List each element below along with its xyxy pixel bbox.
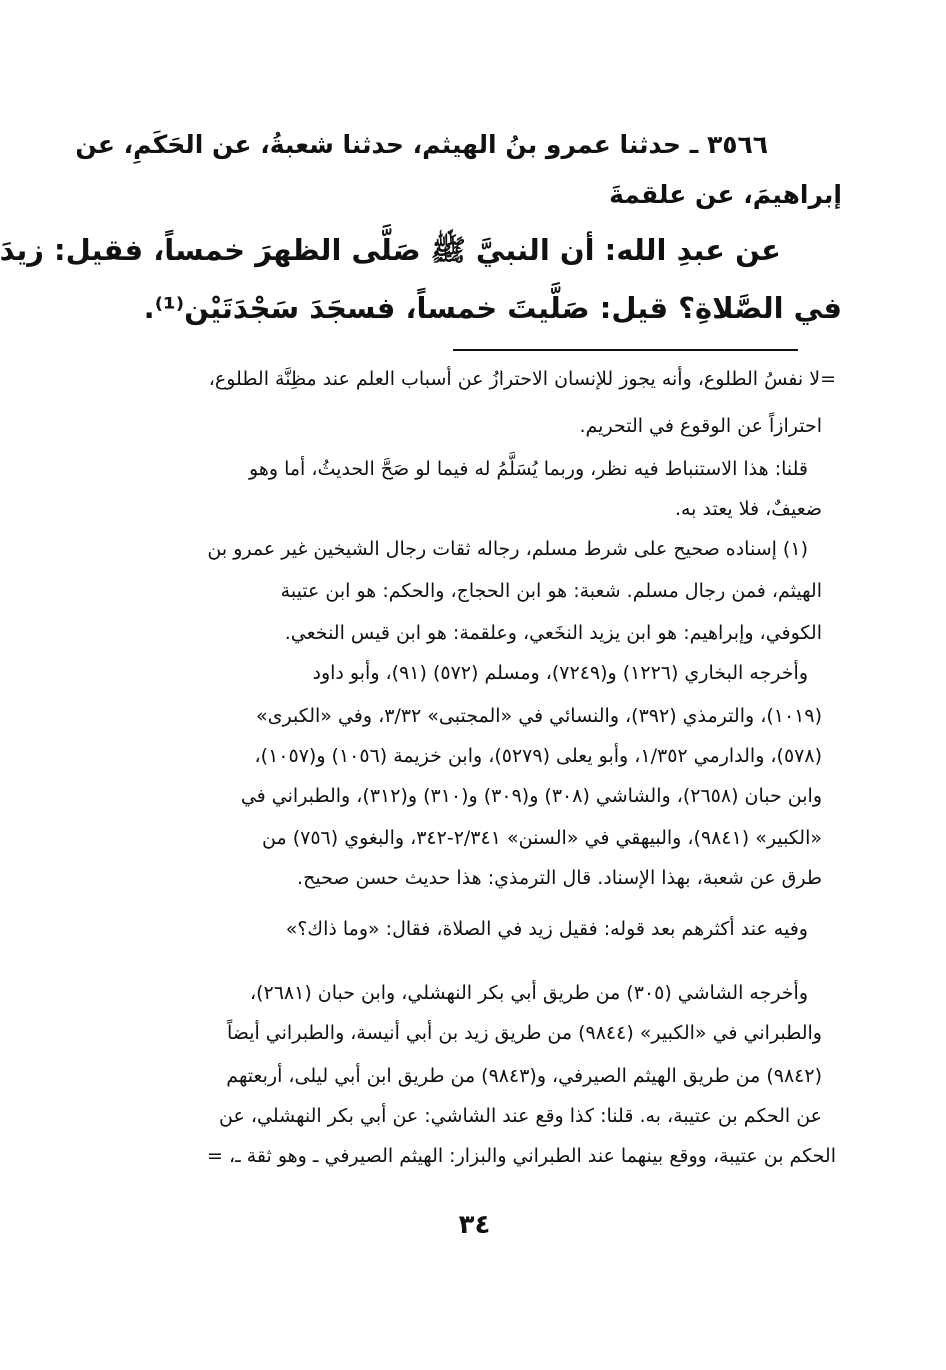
footnote-1-line-12: والطبراني في «الكبير» (٩٨٤٤) من طريق زيد بن أبي أنيسة، والطبراني أيضاً	[226, 1022, 822, 1044]
footnote-1-line-6: (٥٧٨)، والدارمي ١/٣٥٢، وأبو يعلى (٥٢٧٩)، وابن خزيمة (١٠٥٦) و(١٠٥٧)،	[254, 745, 822, 767]
footnote-1-line-3: الكوفي، وإبراهيم: هو ابن يزيد النخَعي، وعلقمة: هو ابن قيس النخعي.	[284, 622, 822, 644]
footnote-1-line-9: طرق عن شعبة، بهذا الإسناد. قال الترمذي: هذا حديث حسن صحيح.	[297, 867, 822, 889]
footnote-1-line-2: الهيثم، فمن رجال مسلم. شعبة: هو ابن الحجاج، والحكم: هو ابن عتيبة	[280, 580, 822, 602]
footnote-1-line-15: الحكم بن عتيبة، ووقع بينهما عند الطبراني والبزار: الهيثم الصيرفي ـ وهو ثقة ـ، =	[207, 1145, 836, 1167]
footnote-1-line-4: وأخرجه البخاري (١٢٢٦) و(٧٢٤٩)، ومسلم (٥٧٢) (٩١)، وأبو داود	[312, 662, 808, 684]
footnote-separator	[453, 349, 798, 351]
footnote-continuation-line-3: قلنا: هذا الاستنباط فيه نظر، وربما يُسَلَّمُ له فيما لو صَحَّ الحديثُ، أما وهو	[249, 458, 808, 480]
hadith-isnad-line-2: إبراهيمَ، عن علقمةَ	[609, 180, 842, 209]
footnote-1-line-13: (٩٨٤٢) من طريق الهيثم الصيرفي، و(٩٨٤٣) من طريق ابن أبي ليلى، أربعتهم	[226, 1065, 822, 1087]
footnote-continuation-line-4: ضعيفٌ، فلا يعتد به.	[674, 498, 822, 520]
footnote-1-line-14: عن الحكم بن عتيبة، به. قلنا: كذا وقع عند الشاشي: عن أبي بكر النهشلي، عن	[219, 1105, 822, 1127]
hadith-isnad-line-1: ٣٥٦٦ ـ حدثنا عمرو بنُ الهيثم، حدثنا شعبةُ، عن الحَكَمِ، عن	[75, 130, 768, 159]
page-number: ٣٤	[458, 1210, 491, 1240]
footnote-1-line-1: (١) إسناده صحيح على شرط مسلم، رجاله ثقات رجال الشيخين غير عمرو بن	[207, 538, 808, 560]
hadith-matn-line-1: عن عبدِ الله: أن النبيَّ ﷺ صَلَّى الظهرَ خمساً، فقيل: زيدَ	[0, 233, 781, 267]
footnote-1-line-5: (١٠١٩)، والترمذي (٣٩٢)، والنسائي في «المجتبى» ٣/٣٢، وفي «الكبرى»	[256, 705, 822, 727]
hadith-matn-line-2: في الصَّلاةِ؟ قيل: صَلَّيتَ خمساً، فسجَدَ سَجْدَتَيْن⁽¹⁾.	[143, 291, 842, 325]
footnote-1-line-10: وفيه عند أكثرهم بعد قوله: فقيل زيد في الصلاة، فقال: «وما ذاك؟»	[285, 918, 808, 940]
footnote-1-line-11: وأخرجه الشاشي (٣٠٥) من طريق أبي بكر النهشلي، وابن حبان (٢٦٨١)،	[249, 982, 808, 1004]
footnote-1-line-8: «الكبير» (٩٨٤١)، والبيهقي في «السنن» ٢/٣٤١-٣٤٢، والبغوي (٧٥٦) من	[262, 827, 822, 849]
footnote-continuation-line-2: احترازاً عن الوقوع في التحريم.	[579, 415, 822, 437]
footnote-1-line-7: وابن حبان (٢٦٥٨)، والشاشي (٣٠٨) و(٣٠٩) و(٣١٠) و(٣١٢)، والطبراني في	[240, 785, 822, 807]
footnote-continuation-line-1: =لا نفسُ الطلوع، وأنه يجوز للإنسان الاحترازُ عن أسباب العلم عند مظِنَّة الطلوع،	[208, 368, 836, 390]
